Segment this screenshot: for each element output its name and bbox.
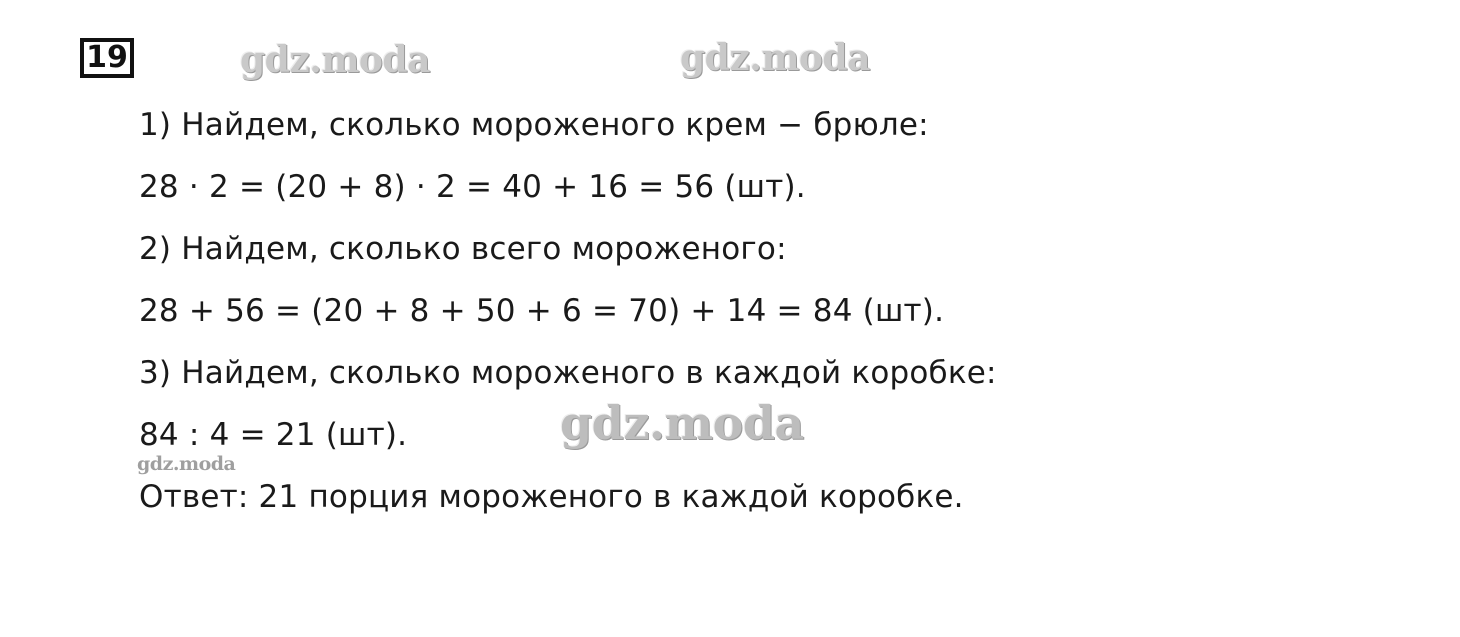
solution-step-3-title: 3) Найдем, сколько мороженого в каждой коробке: — [139, 355, 997, 391]
watermark: gdz.moda — [680, 37, 870, 79]
watermark: gdz.moda — [240, 39, 430, 81]
solution-step-2-calc: 28 + 56 = (20 + 8 + 50 + 6 = 70) + 14 = 84 (шт). — [139, 293, 945, 329]
solution-step-1-title: 1) Найдем, сколько мороженого крем − брюле: — [139, 107, 929, 143]
task-number-badge: 19 — [80, 38, 134, 78]
watermark: gdz.moda — [560, 396, 804, 450]
solution-step-3-calc: 84 : 4 = 21 (шт). — [139, 417, 408, 453]
watermark: gdz.moda — [137, 453, 236, 475]
answer-line: Ответ: 21 порция мороженого в каждой коробке. — [139, 479, 964, 515]
solution-step-2-title: 2) Найдем, сколько всего мороженого: — [139, 231, 787, 267]
solution-step-1-calc: 28 · 2 = (20 + 8) · 2 = 40 + 16 = 56 (шт). — [139, 169, 806, 205]
